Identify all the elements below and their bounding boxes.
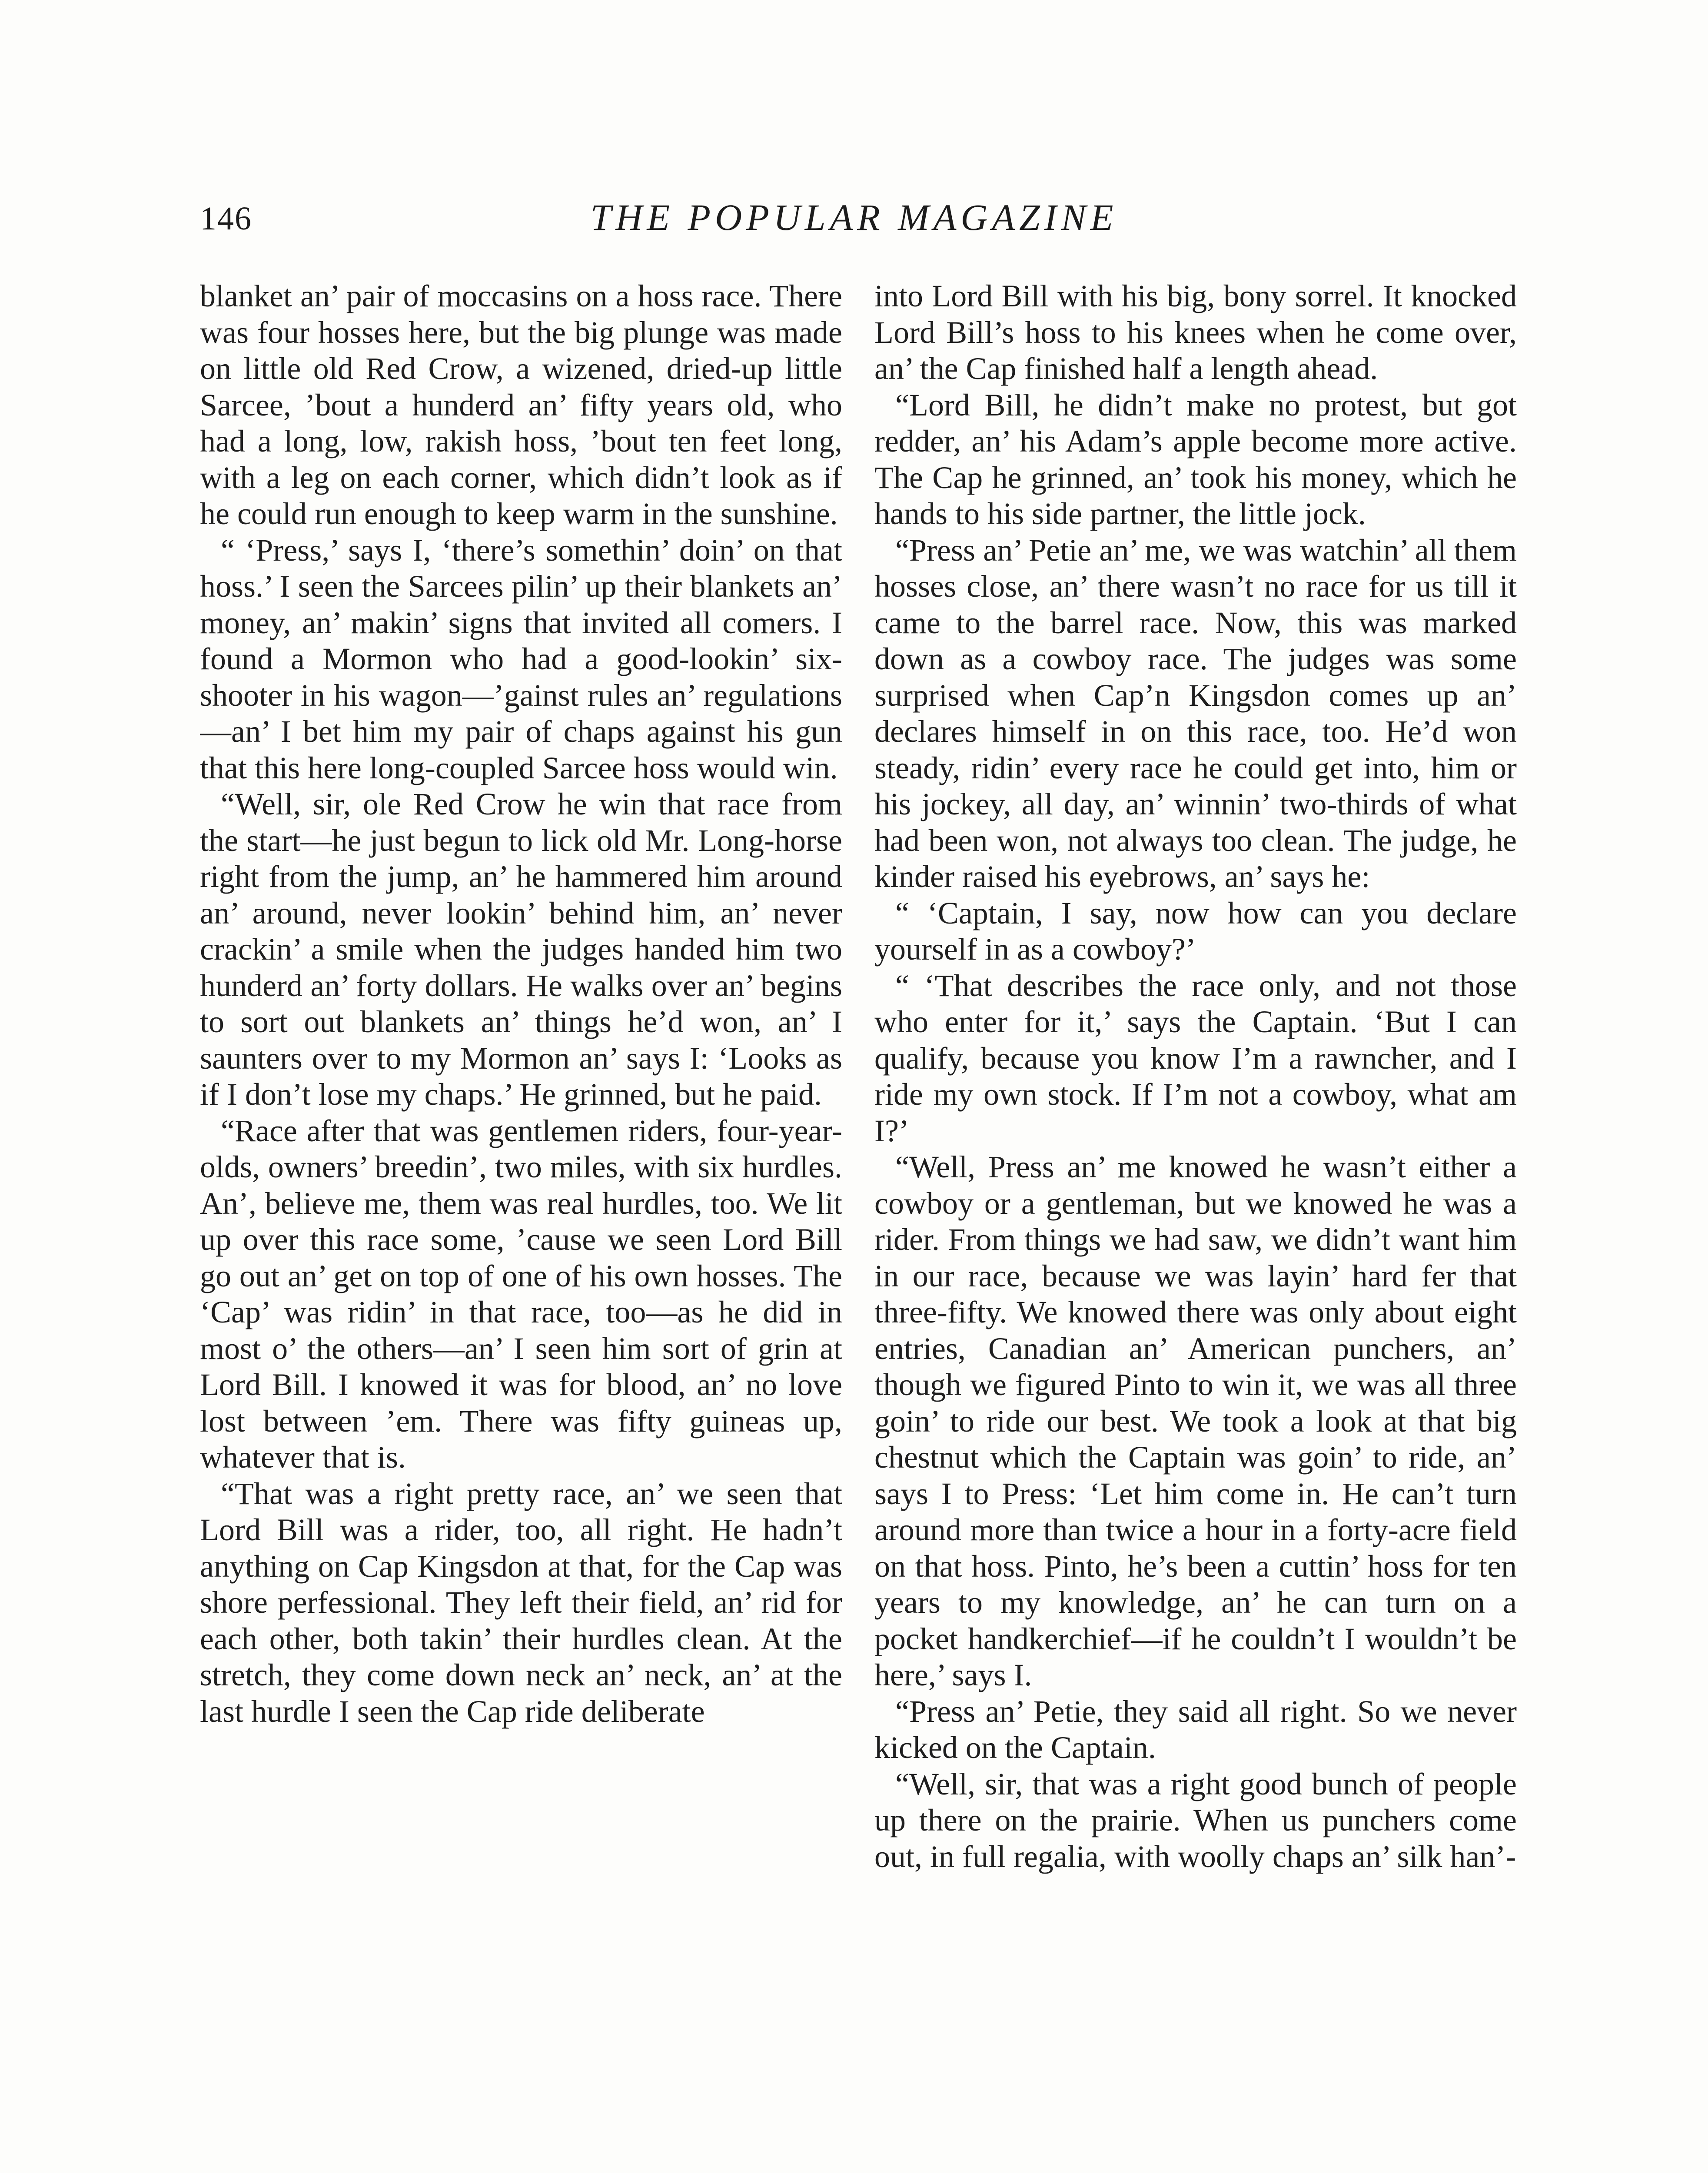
paragraph: blanket an’ pair of moccasins on a hoss race. There was four hosses here, but the big plunge was made on little old Red Crow, a wizened, dried-up little Sarcee, ’bout a hunderd an’ fifty years old, who had a long, low, rakish hoss, ’bout ten feet long, with a leg on each corner, which didn’t look as if he could run enough to keep warm in the sunshine. bbox=[200, 279, 842, 531]
paragraph: “Press an’ Petie, they said all right. So we never kicked on the Captain. bbox=[874, 1694, 1517, 1765]
paragraph: “Race after that was gentlemen riders, four-year-olds, owners’ breedin’, two miles, with six hurdles. An’, believe me, them was real hurdles, too. We lit up over this race some, ’cause we seen Lord Bill go out an’ get on top of one of his own hosses. The ‘Cap’ was ridin’ in that race, too—as he did in most o’ the others—an’ I seen him sort of grin at Lord Bill. I knowed it was for blood, an’ no love lost between ’em. There was fifty guineas up, whatever that is. bbox=[200, 1113, 842, 1475]
paragraph: “That was a right pretty race, an’ we seen that Lord Bill was a rider, too, all right. He hadn’t anything on Cap Kingsdon at that, for the Cap was shore perfessional. They left their field, an’ rid for each other, both takin’ their hurdles clean. At the stretch, they come down neck an’ neck, an’ at the last hurdle I seen the Cap ride deliberate bbox=[200, 1476, 842, 1729]
running-title: THE POPULAR MAGAZINE bbox=[590, 196, 1118, 238]
paragraph: “Lord Bill, he didn’t make no protest, but got redder, an’ his Adam’s apple become more active. The Cap he grinned, an’ took his money, which he hands to his side partner, the little jock. bbox=[874, 387, 1517, 531]
page-number: 146 bbox=[200, 200, 252, 237]
paragraph: into Lord Bill with his big, bony sorrel. It knocked Lord Bill’s hoss to his knees when he come over, an’ the Cap finished half a length ahead. bbox=[874, 279, 1517, 386]
paragraph: “Well, Press an’ me knowed he wasn’t either a cowboy or a gentleman, but we knowed he was a rider. From things we had saw, we didn’t want him in our race, because we was layin’ hard fer that three-fifty. We knowed there was only about eight entries, Canadian an’ American punchers, an’ though we figured Pinto to win it, we was all three goin’ to ride our best. We took a look at that big chestnut which the Captain was goin’ to ride, an’ says I to Press: ‘Let him come in. He can’t turn around more than twice a hour in a forty-acre field on that hoss. Pinto, he’s been a cuttin’ hoss for ten years to my knowledge, an’ he can turn on a pocket handkerchief—if he couldn’t I wouldn’t be here,’ says I. bbox=[874, 1150, 1517, 1692]
left-text-column bbox=[200, 278, 842, 2173]
page-header bbox=[200, 191, 1508, 261]
paragraph: “ ‘Press,’ says I, ‘there’s somethin’ doin’ on that hoss.’ I seen the Sarcees pilin’ up their blankets an’ money, an’ makin’ signs that invited all comers. I found a Mormon who had a good-lookin’ six-shooter in his wagon—’gainst rules an’ regulations—an’ I bet him my pair of chaps against his gun that this here long-coupled Sarcee hoss would win. bbox=[200, 532, 842, 785]
paragraph: “Well, sir, ole Red Crow he win that race from the start—he just begun to lick old Mr. Long-horse right from the jump, an’ he hammered him around an’ around, never lookin’ behind him, an’ never crackin’ a smile when the judges handed him two hunderd an’ forty dollars. He walks over an’ begins to sort out blankets an’ things he’d won, an’ I saunters over to my Mormon an’ says I: ‘Looks as if I don’t lose my chaps.’ He grinned, but he paid. bbox=[200, 787, 842, 1112]
paragraph: “ ‘That describes the race only, and not those who enter for it,’ says the Captain. ‘But I can qualify, because you know I’m a rawncher, and I ride my own stock. If I’m not a cowboy, what am I?’ bbox=[874, 968, 1517, 1148]
right-text-column bbox=[874, 278, 1517, 2173]
paragraph: “Press an’ Petie an’ me, we was watchin’ all them hosses close, an’ there wasn’t no race for us till it came to the barrel race. Now, this was marked down as a cowboy race. The judges was some surprised when Cap’n Kingsdon comes up an’ declares himself in on this race, too. He’d won steady, ridin’ every race he could get into, him or his jockey, all day, an’ winnin’ two-thirds of what had been won, not always too clean. The judge, he kinder raised his eyebrows, an’ says he: bbox=[874, 532, 1517, 894]
paragraph: “ ‘Captain, I say, now how can you declare yourself in as a cowboy?’ bbox=[874, 895, 1517, 967]
paragraph: “Well, sir, that was a right good bunch of people up there on the prairie. When us punchers come out, in full regalia, with woolly chaps an’ silk han’- bbox=[874, 1766, 1517, 1874]
